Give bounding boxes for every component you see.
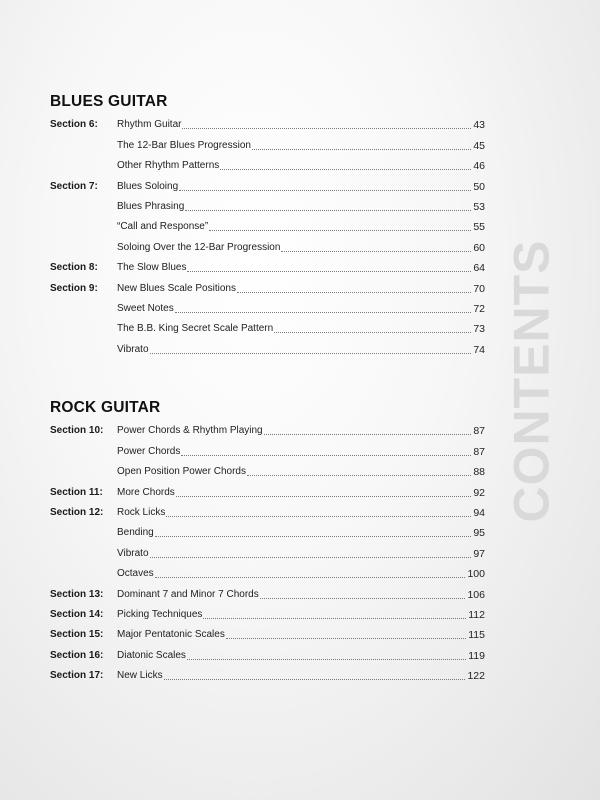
toc-section-number: Section 11: xyxy=(50,486,103,498)
toc-section-number: Section 6: xyxy=(50,119,98,131)
toc-entry-title: Blues Soloing xyxy=(117,180,179,192)
toc-dot-leader xyxy=(182,127,471,129)
toc-dot-leader xyxy=(274,331,471,333)
toc-dot-leader xyxy=(264,433,472,435)
toc-entry-title: New Licks xyxy=(117,670,163,682)
toc-page-number: 43 xyxy=(473,119,485,132)
toc-entry-title: Picking Techniques xyxy=(117,608,203,620)
toc-section-number: Section 8: xyxy=(50,262,98,274)
toc-entry-title: Diatonic Scales xyxy=(117,649,186,661)
toc-entry[interactable] xyxy=(50,317,485,337)
toc-entry[interactable] xyxy=(50,276,485,296)
toc-entry[interactable] xyxy=(50,337,485,357)
toc-page-number: 88 xyxy=(473,466,485,479)
rock-guitar-block xyxy=(50,397,485,684)
toc-page-number: 60 xyxy=(473,241,485,254)
toc-dot-leader xyxy=(252,148,471,150)
toc-entry-title: Power Chords & Rhythm Playing xyxy=(117,425,263,437)
toc-page-number: 100 xyxy=(467,568,485,581)
contents-side-text: CONTENTS xyxy=(503,239,559,523)
toc-page-number: 53 xyxy=(473,200,485,213)
toc-dot-leader xyxy=(181,454,471,456)
toc-dot-leader xyxy=(176,495,472,497)
toc-dot-leader xyxy=(203,617,466,619)
toc-entry[interactable] xyxy=(50,541,485,561)
toc-dot-leader xyxy=(220,168,471,170)
toc-dot-leader xyxy=(187,270,471,272)
toc-dot-leader xyxy=(155,576,466,578)
toc-section-number: Section 16: xyxy=(50,649,104,661)
toc-entry-title: Sweet Notes xyxy=(117,302,174,314)
rock-toc-list xyxy=(50,419,485,684)
toc-entry[interactable] xyxy=(50,521,485,541)
toc-entry[interactable] xyxy=(50,174,485,194)
toc-entry[interactable] xyxy=(50,623,485,643)
toc-dot-leader xyxy=(166,515,471,517)
toc-dot-leader xyxy=(175,311,472,313)
toc-page-number: 92 xyxy=(473,486,485,499)
toc-entry[interactable] xyxy=(50,603,485,623)
toc-entry-title: Bending xyxy=(117,527,154,539)
toc-page-number: 119 xyxy=(468,649,485,662)
toc-page-number: 45 xyxy=(473,139,485,152)
toc-entry[interactable] xyxy=(50,582,485,602)
toc-entry[interactable] xyxy=(50,297,485,317)
toc-entry-title: Rhythm Guitar xyxy=(117,119,182,131)
toc-dot-leader xyxy=(209,229,471,231)
toc-dot-leader xyxy=(260,597,466,599)
toc-page-number: 74 xyxy=(473,343,485,356)
toc-entry-title: More Chords xyxy=(117,486,175,498)
toc-dot-leader xyxy=(187,658,466,660)
toc-section-number: Section 17: xyxy=(50,670,104,682)
toc-entry[interactable] xyxy=(50,480,485,500)
toc-entry-title: Rock Licks xyxy=(117,506,166,518)
toc-entry-title: The B.B. King Secret Scale Pattern xyxy=(117,323,274,335)
toc-entry-title: “Call and Response” xyxy=(117,221,209,233)
toc-dot-leader xyxy=(247,474,471,476)
toc-entry-title: Power Chords xyxy=(117,445,181,457)
toc-entry[interactable] xyxy=(50,562,485,582)
toc-dot-leader xyxy=(150,352,472,354)
toc-entry-title: Soloing Over the 12-Bar Progression xyxy=(117,241,281,253)
toc-page-number: 55 xyxy=(473,221,485,234)
toc-entry-title: The 12-Bar Blues Progression xyxy=(117,139,251,151)
toc-page-number: 97 xyxy=(473,547,485,560)
toc-section-number: Section 7: xyxy=(50,180,98,192)
toc-section-number: Section 10: xyxy=(50,425,104,437)
toc-entry-title: The Slow Blues xyxy=(117,262,187,274)
toc-entry[interactable] xyxy=(50,439,485,459)
toc-entry[interactable] xyxy=(50,154,485,174)
contents-side-label xyxy=(503,236,559,526)
toc-entry-title: Blues Phrasing xyxy=(117,200,185,212)
toc-entry-title: Vibrato xyxy=(117,343,149,355)
toc-page-number: 122 xyxy=(467,670,485,683)
toc-entry-title: New Blues Scale Positions xyxy=(117,282,236,294)
toc-section-number: Section 9: xyxy=(50,282,98,294)
rock-guitar-heading: ROCK GUITAR xyxy=(50,399,161,416)
toc-entry[interactable] xyxy=(50,664,485,684)
toc-dot-leader xyxy=(179,189,471,191)
toc-page-number: 73 xyxy=(473,323,485,336)
toc-dot-leader xyxy=(185,209,471,211)
toc-entry-title: Major Pentatonic Scales xyxy=(117,629,225,641)
toc-dot-leader xyxy=(237,291,471,293)
toc-dot-leader xyxy=(150,556,472,558)
toc-entry-title: Vibrato xyxy=(117,547,149,559)
toc-page-number: 46 xyxy=(473,160,485,173)
toc-entry[interactable] xyxy=(50,133,485,153)
toc-page-number: 94 xyxy=(473,506,485,519)
toc-entry[interactable] xyxy=(50,195,485,215)
toc-page-number: 87 xyxy=(473,425,485,438)
toc-dot-leader xyxy=(226,637,466,639)
toc-page-number: 106 xyxy=(467,588,485,601)
toc-page-number: 64 xyxy=(473,262,485,275)
blues-toc-list xyxy=(50,113,485,358)
toc-dot-leader xyxy=(281,250,471,252)
toc-entry[interactable] xyxy=(50,113,485,133)
toc-section-number: Section 15: xyxy=(50,629,104,641)
toc-entry[interactable] xyxy=(50,419,485,439)
toc-entry-title: Other Rhythm Patterns xyxy=(117,160,220,172)
toc-entry-title: Octaves xyxy=(117,568,154,580)
toc-section-number: Section 12: xyxy=(50,506,104,518)
toc-entry-title: Open Position Power Chords xyxy=(117,466,246,478)
toc-entry[interactable] xyxy=(50,460,485,480)
toc-entry[interactable] xyxy=(50,235,485,255)
blues-guitar-heading: BLUES GUITAR xyxy=(50,93,168,110)
toc-section-number: Section 14: xyxy=(50,608,104,620)
toc-dot-leader xyxy=(164,678,466,680)
blues-guitar-block xyxy=(50,91,485,358)
toc-entry-title: Dominant 7 and Minor 7 Chords xyxy=(117,588,259,600)
toc-page-number: 87 xyxy=(473,445,485,458)
toc-section-number: Section 13: xyxy=(50,588,104,600)
toc-entry[interactable] xyxy=(50,215,485,235)
toc-page-number: 95 xyxy=(473,527,485,540)
toc-page-number: 70 xyxy=(473,282,485,295)
toc-entry[interactable] xyxy=(50,643,485,663)
toc-page-number: 112 xyxy=(468,608,485,621)
toc-dot-leader xyxy=(155,535,472,537)
toc-page-number: 50 xyxy=(473,180,485,193)
toc-page-number: 115 xyxy=(468,629,485,642)
toc-page-number: 72 xyxy=(473,302,485,315)
toc-entry[interactable] xyxy=(50,501,485,521)
toc-entry[interactable] xyxy=(50,256,485,276)
